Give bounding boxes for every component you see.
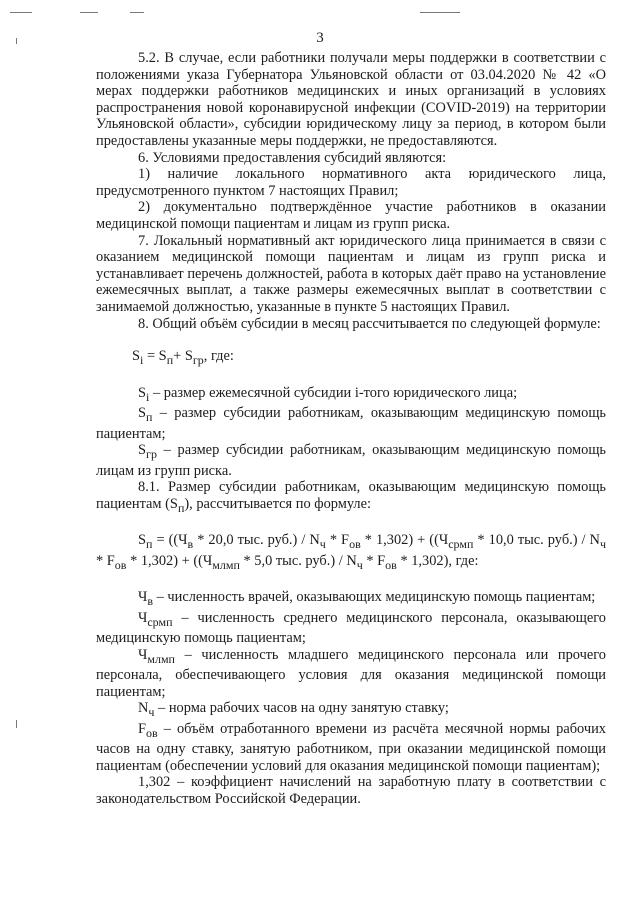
definition-chv: $Ч_в$ – численность врачей, оказывающих медицинскую помощь пациентам; bbox=[138, 589, 596, 609]
definition-chsrmp: $Ч_{срмп}$ – численность среднего медицинского персонала, оказывающего медицинскую помощь пациентам; bbox=[96, 609, 606, 647]
definition-sp: $S_п$ – размер субсидии работникам, оказывающим медицинскую помощь пациентам; bbox=[96, 405, 606, 442]
paragraph-7: 7. Локальный нормативный акт юридического лица принимается в связи с оказанием медицинской помощи пациентам и лицам из групп риска и устанавливает перечень должностей, работа в которых даёт право на установление ежемесячных выплат, а также размеры ежемесячных выплат в соответствии с занимаемой должностью, указанные в пункте 5 настоящих Правил. bbox=[96, 232, 606, 315]
paragraph-8-1: 8.1. Размер субсидии работникам, оказывающим медицинскую помощь пациентам $(S_п)$, рассчитывается по формуле: bbox=[96, 479, 606, 515]
paragraph-6-2: 2) документально подтверждённое участие работников в оказании медицинской помощи пациентам и лицам из групп риска. bbox=[96, 199, 606, 232]
scan-mark-top-3 bbox=[130, 12, 144, 13]
scan-mark-top-1 bbox=[10, 12, 32, 13]
formula-patients-subsidy: $S_п = ((Ч_в * 20,0$ тыс. $руб.) / N_ч * F_{ов} * 1,302) + ((Ч_{срмп} * 10,0$ тыс. $руб.) / N_ч * F_{ов} * 1,302) + ((Ч_{млмп} * 5,0$ тыс. $руб.) / N_ч * F_{ов} * 1,302$), где: bbox=[96, 532, 607, 572]
definition-fov: $F_{ов}$ – объём отработанного времени из расчёта месячной нормы рабочих часов на одну ставку, занятую работником, при оказании медицинской помощи пациентам (обеспечении условий для оказания медицинской помощи пациентам); bbox=[96, 720, 606, 774]
spacer bbox=[96, 516, 606, 532]
paragraph-8: 8. Общий объём субсидии в месяц рассчитывается по следующей формуле: bbox=[138, 315, 601, 332]
definition-si: $S_i$ – размер ежемесячной субсидии i-того юридического лица; bbox=[138, 384, 518, 404]
formula-total-subsidy: $S_i = S_п+ S_{гр}$, где: bbox=[132, 348, 234, 367]
paragraph-6-1: 1) наличие локального нормативного акта юридического лица, предусмотренного пунктом 7 настоящих Правил; bbox=[96, 166, 606, 199]
scan-mark-top-4 bbox=[420, 12, 460, 13]
paragraph-6: 6. Условиями предоставления субсидий являются: bbox=[138, 149, 447, 166]
page-number: 3 bbox=[316, 30, 324, 46]
scan-mark-left-2 bbox=[16, 720, 17, 728]
spacer bbox=[96, 573, 606, 589]
paragraph-5-2: 5.2. В случае, если работники получали меры поддержки в соответствии с положениями указа Губернатора Ульяновской области от 03.04.2020 № 42 «О мерах поддержки работников медицинских и иных организаций в условиях распространения новой коронавирусной инфекции (COVID-2019) на территории Ульяновской области», субсидии юридическому лицу за период, в котором были предоставлены указанные меры поддержки, не предоставляются. bbox=[96, 50, 606, 149]
definition-nch: $N_ч$ – норма рабочих часов на одну занятую ставку; bbox=[138, 700, 449, 720]
scan-mark-top-2 bbox=[80, 12, 98, 13]
definition-chmlmp: $Ч_{млмп}$ – численность младшего медицинского персонала или прочего персонала, обеспечивающего условия для оказания медицинской помощи пациентам; bbox=[96, 646, 606, 700]
spacer bbox=[96, 332, 606, 348]
definition-sgr: $S_{гр}$ – размер субсидии работникам, оказывающим медицинскую помощь лицам из групп риска. bbox=[96, 442, 606, 479]
document-body bbox=[96, 50, 606, 808]
definition-coefficient: 1,302 – коэффициент начислений на заработную плату в соответствии с законодательством Российской Федерации. bbox=[96, 774, 606, 808]
spacer bbox=[96, 369, 606, 385]
